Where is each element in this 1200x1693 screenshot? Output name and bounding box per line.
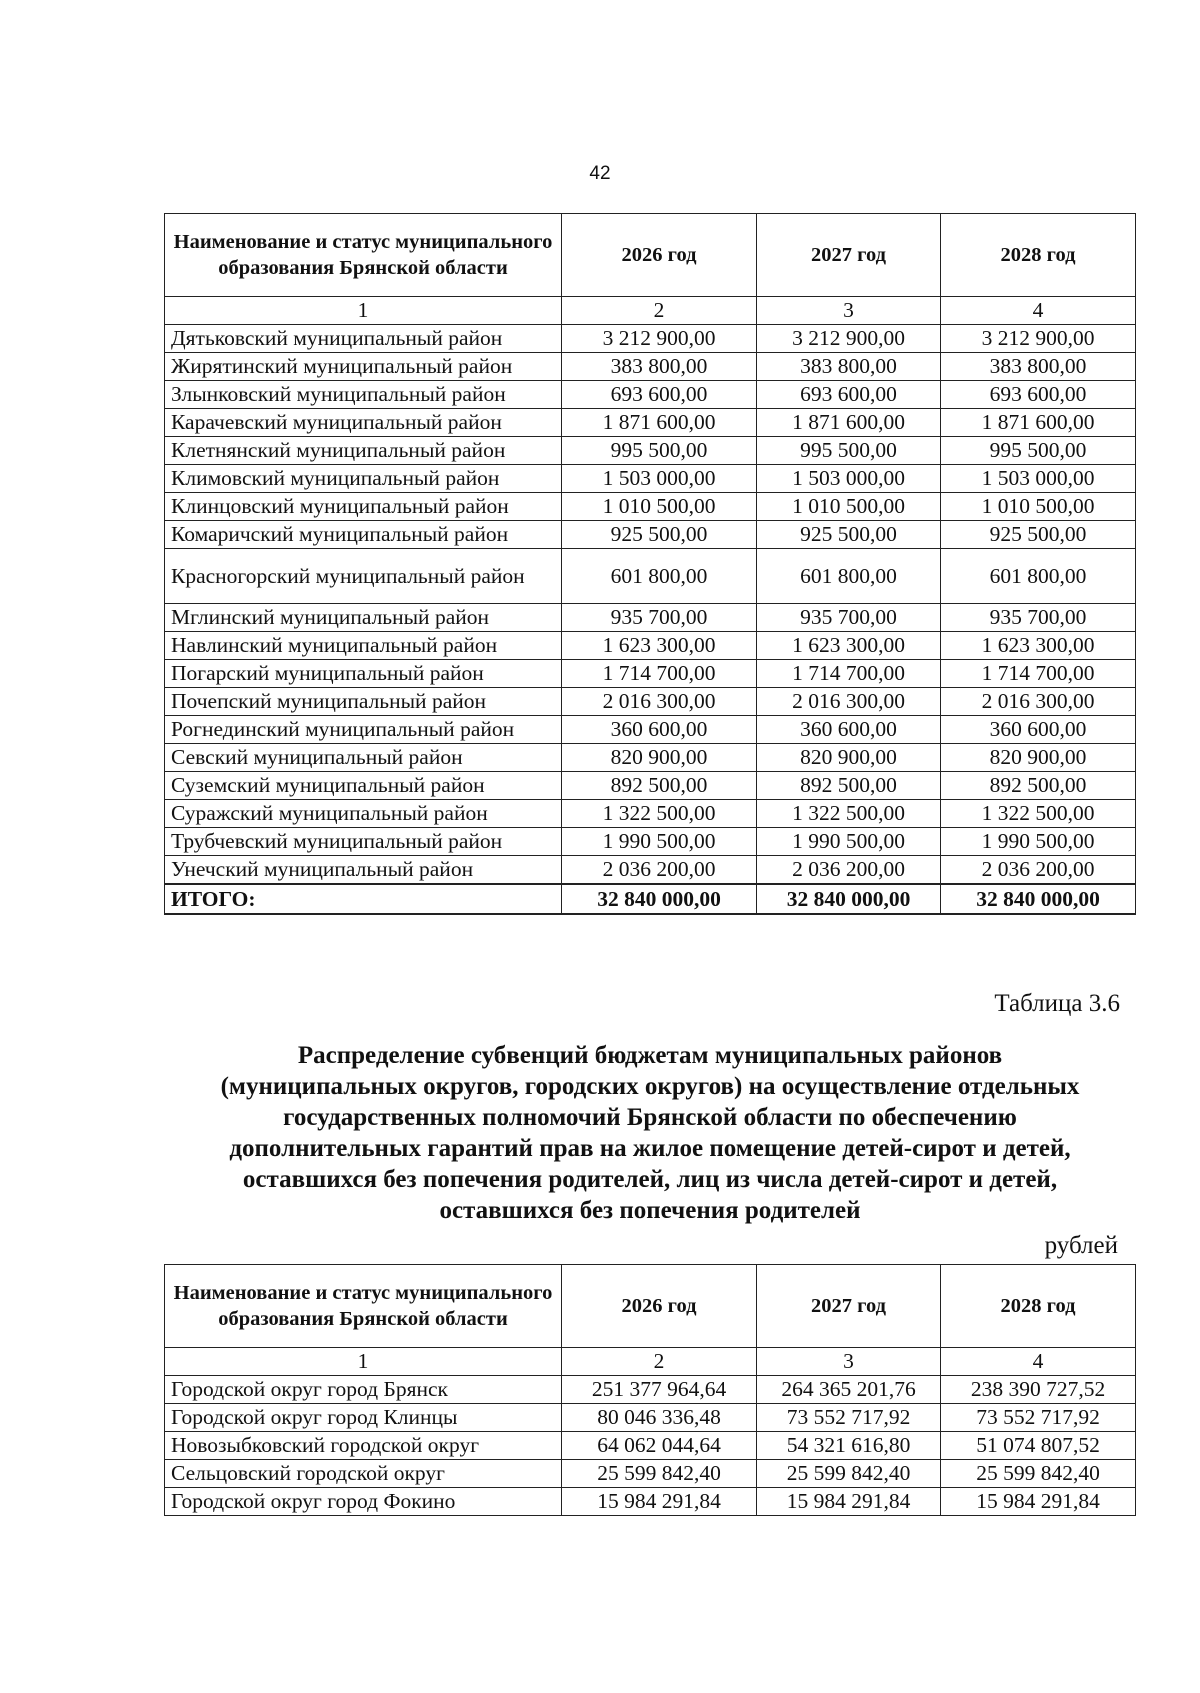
header-municipality: Наименование и статус муниципального образования Брянской области <box>165 1265 562 1348</box>
amount-cell: 251 377 964,64 <box>562 1376 757 1404</box>
amount-cell: 1 503 000,00 <box>941 465 1136 493</box>
amount-cell: 995 500,00 <box>562 437 757 465</box>
amount-cell: 1 322 500,00 <box>941 800 1136 828</box>
table-row <box>165 1488 1136 1516</box>
amount-cell: 1 623 300,00 <box>757 632 941 660</box>
amount-cell: 15 984 291,84 <box>941 1488 1136 1516</box>
municipality-name: Красногорский муниципальный район <box>165 549 562 604</box>
amount-cell: 51 074 807,52 <box>941 1432 1136 1460</box>
municipality-name: Суземский муниципальный район <box>165 772 562 800</box>
table-row <box>165 688 1136 716</box>
table-row <box>165 465 1136 493</box>
amount-cell: 25 599 842,40 <box>941 1460 1136 1488</box>
amount-cell: 383 800,00 <box>757 353 941 381</box>
table-row <box>165 604 1136 632</box>
column-index: 1 <box>165 297 562 325</box>
amount-cell: 693 600,00 <box>757 381 941 409</box>
amount-cell: 925 500,00 <box>562 521 757 549</box>
total-amount: 32 840 000,00 <box>757 884 941 914</box>
title-line: государственных полномочий Брянской области по обеспечению <box>283 1104 1017 1131</box>
municipality-name: Мглинский муниципальный район <box>165 604 562 632</box>
table-row <box>165 549 1136 604</box>
amount-cell: 73 552 717,92 <box>757 1404 941 1432</box>
table-row <box>165 409 1136 437</box>
table-number-label: Таблица 3.6 <box>994 990 1120 1017</box>
amount-cell: 1 990 500,00 <box>562 828 757 856</box>
amount-cell: 1 322 500,00 <box>562 800 757 828</box>
amount-cell: 2 036 200,00 <box>757 856 941 885</box>
amount-cell: 383 800,00 <box>562 353 757 381</box>
amount-cell: 935 700,00 <box>941 604 1136 632</box>
subsidy-table-city-districts <box>164 1264 1136 1516</box>
table-row <box>165 437 1136 465</box>
amount-cell: 935 700,00 <box>562 604 757 632</box>
table-row <box>165 632 1136 660</box>
municipality-name: Злынковский муниципальный район <box>165 381 562 409</box>
municipality-name: Дятьковский муниципальный район <box>165 325 562 353</box>
amount-cell: 25 599 842,40 <box>562 1460 757 1488</box>
amount-cell: 1 990 500,00 <box>757 828 941 856</box>
subsidy-table-districts <box>164 213 1136 915</box>
amount-cell: 1 871 600,00 <box>562 409 757 437</box>
amount-cell: 80 046 336,48 <box>562 1404 757 1432</box>
column-index: 4 <box>941 297 1136 325</box>
total-amount: 32 840 000,00 <box>562 884 757 914</box>
municipality-name: Климовский муниципальный район <box>165 465 562 493</box>
header-year-2027: 2027 год <box>757 214 941 297</box>
amount-cell: 1 990 500,00 <box>941 828 1136 856</box>
table-row <box>165 381 1136 409</box>
title-line: Распределение субвенций бюджетам муниципальных районов <box>297 1042 1003 1069</box>
column-index-row <box>165 1348 1136 1376</box>
amount-cell: 892 500,00 <box>562 772 757 800</box>
table-row <box>165 493 1136 521</box>
amount-cell: 601 800,00 <box>562 549 757 604</box>
table-title <box>150 1040 1150 1226</box>
amount-cell: 2 016 300,00 <box>757 688 941 716</box>
amount-cell: 15 984 291,84 <box>562 1488 757 1516</box>
amount-cell: 1 714 700,00 <box>757 660 941 688</box>
amount-cell: 3 212 900,00 <box>757 325 941 353</box>
municipality-name: Суражский муниципальный район <box>165 800 562 828</box>
amount-cell: 935 700,00 <box>757 604 941 632</box>
municipality-name: Комаричский муниципальный район <box>165 521 562 549</box>
table-row <box>165 1404 1136 1432</box>
municipality-name: Городской округ город Фокино <box>165 1488 562 1516</box>
amount-cell: 995 500,00 <box>757 437 941 465</box>
units-label: рублей <box>1044 1232 1118 1259</box>
amount-cell: 601 800,00 <box>757 549 941 604</box>
header-year-2026: 2026 год <box>562 214 757 297</box>
municipality-name: Погарский муниципальный район <box>165 660 562 688</box>
amount-cell: 1 010 500,00 <box>941 493 1136 521</box>
amount-cell: 820 900,00 <box>562 744 757 772</box>
amount-cell: 820 900,00 <box>941 744 1136 772</box>
amount-cell: 1 010 500,00 <box>562 493 757 521</box>
amount-cell: 1 503 000,00 <box>562 465 757 493</box>
table-row <box>165 772 1136 800</box>
amount-cell: 925 500,00 <box>941 521 1136 549</box>
table-header-row <box>165 1265 1136 1348</box>
amount-cell: 360 600,00 <box>941 716 1136 744</box>
amount-cell: 360 600,00 <box>562 716 757 744</box>
municipality-name: Новозыбковский городской округ <box>165 1432 562 1460</box>
table-row <box>165 856 1136 885</box>
amount-cell: 925 500,00 <box>757 521 941 549</box>
column-index: 3 <box>757 297 941 325</box>
amount-cell: 3 212 900,00 <box>941 325 1136 353</box>
column-index-row <box>165 297 1136 325</box>
header-year-2027: 2027 год <box>757 1265 941 1348</box>
amount-cell: 238 390 727,52 <box>941 1376 1136 1404</box>
header-municipality: Наименование и статус муниципального образования Брянской области <box>165 214 562 297</box>
amount-cell: 383 800,00 <box>941 353 1136 381</box>
municipality-name: Карачевский муниципальный район <box>165 409 562 437</box>
amount-cell: 360 600,00 <box>757 716 941 744</box>
amount-cell: 693 600,00 <box>941 381 1136 409</box>
column-index: 2 <box>562 1348 757 1376</box>
amount-cell: 64 062 044,64 <box>562 1432 757 1460</box>
amount-cell: 1 871 600,00 <box>757 409 941 437</box>
title-line: оставшихся без попечения родителей <box>439 1197 861 1224</box>
column-index: 1 <box>165 1348 562 1376</box>
municipality-name: Клинцовский муниципальный район <box>165 493 562 521</box>
total-label: ИТОГО: <box>165 884 562 914</box>
table-row <box>165 828 1136 856</box>
amount-cell: 1 623 300,00 <box>941 632 1136 660</box>
municipality-name: Севский муниципальный район <box>165 744 562 772</box>
amount-cell: 693 600,00 <box>562 381 757 409</box>
amount-cell: 1 503 000,00 <box>757 465 941 493</box>
amount-cell: 892 500,00 <box>941 772 1136 800</box>
table-header-row <box>165 214 1136 297</box>
total-row <box>165 884 1136 914</box>
amount-cell: 1 623 300,00 <box>562 632 757 660</box>
amount-cell: 3 212 900,00 <box>562 325 757 353</box>
page-number: 42 <box>589 163 611 184</box>
municipality-name: Сельцовский городской округ <box>165 1460 562 1488</box>
amount-cell: 1 714 700,00 <box>941 660 1136 688</box>
amount-cell: 601 800,00 <box>941 549 1136 604</box>
amount-cell: 2 016 300,00 <box>562 688 757 716</box>
amount-cell: 2 036 200,00 <box>562 856 757 885</box>
amount-cell: 54 321 616,80 <box>757 1432 941 1460</box>
title-line: оставшихся без попечения родителей, лиц из числа детей-сирот и детей, <box>242 1166 1058 1193</box>
municipality-name: Городской округ город Брянск <box>165 1376 562 1404</box>
table-row <box>165 744 1136 772</box>
amount-cell: 820 900,00 <box>757 744 941 772</box>
title-line: дополнительных гарантий прав на жилое помещение детей-сирот и детей, <box>229 1135 1071 1162</box>
amount-cell: 1 871 600,00 <box>941 409 1136 437</box>
amount-cell: 1 714 700,00 <box>562 660 757 688</box>
municipality-name: Жирятинский муниципальный район <box>165 353 562 381</box>
header-year-2026: 2026 год <box>562 1265 757 1348</box>
municipality-name: Городской округ город Клинцы <box>165 1404 562 1432</box>
table-row <box>165 716 1136 744</box>
amount-cell: 2 036 200,00 <box>941 856 1136 885</box>
header-year-2028: 2028 год <box>941 214 1136 297</box>
table-row <box>165 353 1136 381</box>
amount-cell: 73 552 717,92 <box>941 1404 1136 1432</box>
table-row <box>165 1460 1136 1488</box>
table-row <box>165 660 1136 688</box>
column-index: 2 <box>562 297 757 325</box>
municipality-name: Клетнянский муниципальный район <box>165 437 562 465</box>
amount-cell: 892 500,00 <box>757 772 941 800</box>
table-row <box>165 1432 1136 1460</box>
column-index: 3 <box>757 1348 941 1376</box>
table-row <box>165 325 1136 353</box>
municipality-name: Унечский муниципальный район <box>165 856 562 885</box>
municipality-name: Рогнединский муниципальный район <box>165 716 562 744</box>
amount-cell: 2 016 300,00 <box>941 688 1136 716</box>
amount-cell: 1 322 500,00 <box>757 800 941 828</box>
title-line: (муниципальных округов, городских округов) на осуществление отдельных <box>220 1073 1080 1100</box>
municipality-name: Трубчевский муниципальный район <box>165 828 562 856</box>
table-row <box>165 521 1136 549</box>
amount-cell: 15 984 291,84 <box>757 1488 941 1516</box>
amount-cell: 1 010 500,00 <box>757 493 941 521</box>
amount-cell: 264 365 201,76 <box>757 1376 941 1404</box>
table-row <box>165 800 1136 828</box>
column-index: 4 <box>941 1348 1136 1376</box>
municipality-name: Почепский муниципальный район <box>165 688 562 716</box>
amount-cell: 25 599 842,40 <box>757 1460 941 1488</box>
amount-cell: 995 500,00 <box>941 437 1136 465</box>
header-year-2028: 2028 год <box>941 1265 1136 1348</box>
total-amount: 32 840 000,00 <box>941 884 1136 914</box>
municipality-name: Навлинский муниципальный район <box>165 632 562 660</box>
table-row <box>165 1376 1136 1404</box>
